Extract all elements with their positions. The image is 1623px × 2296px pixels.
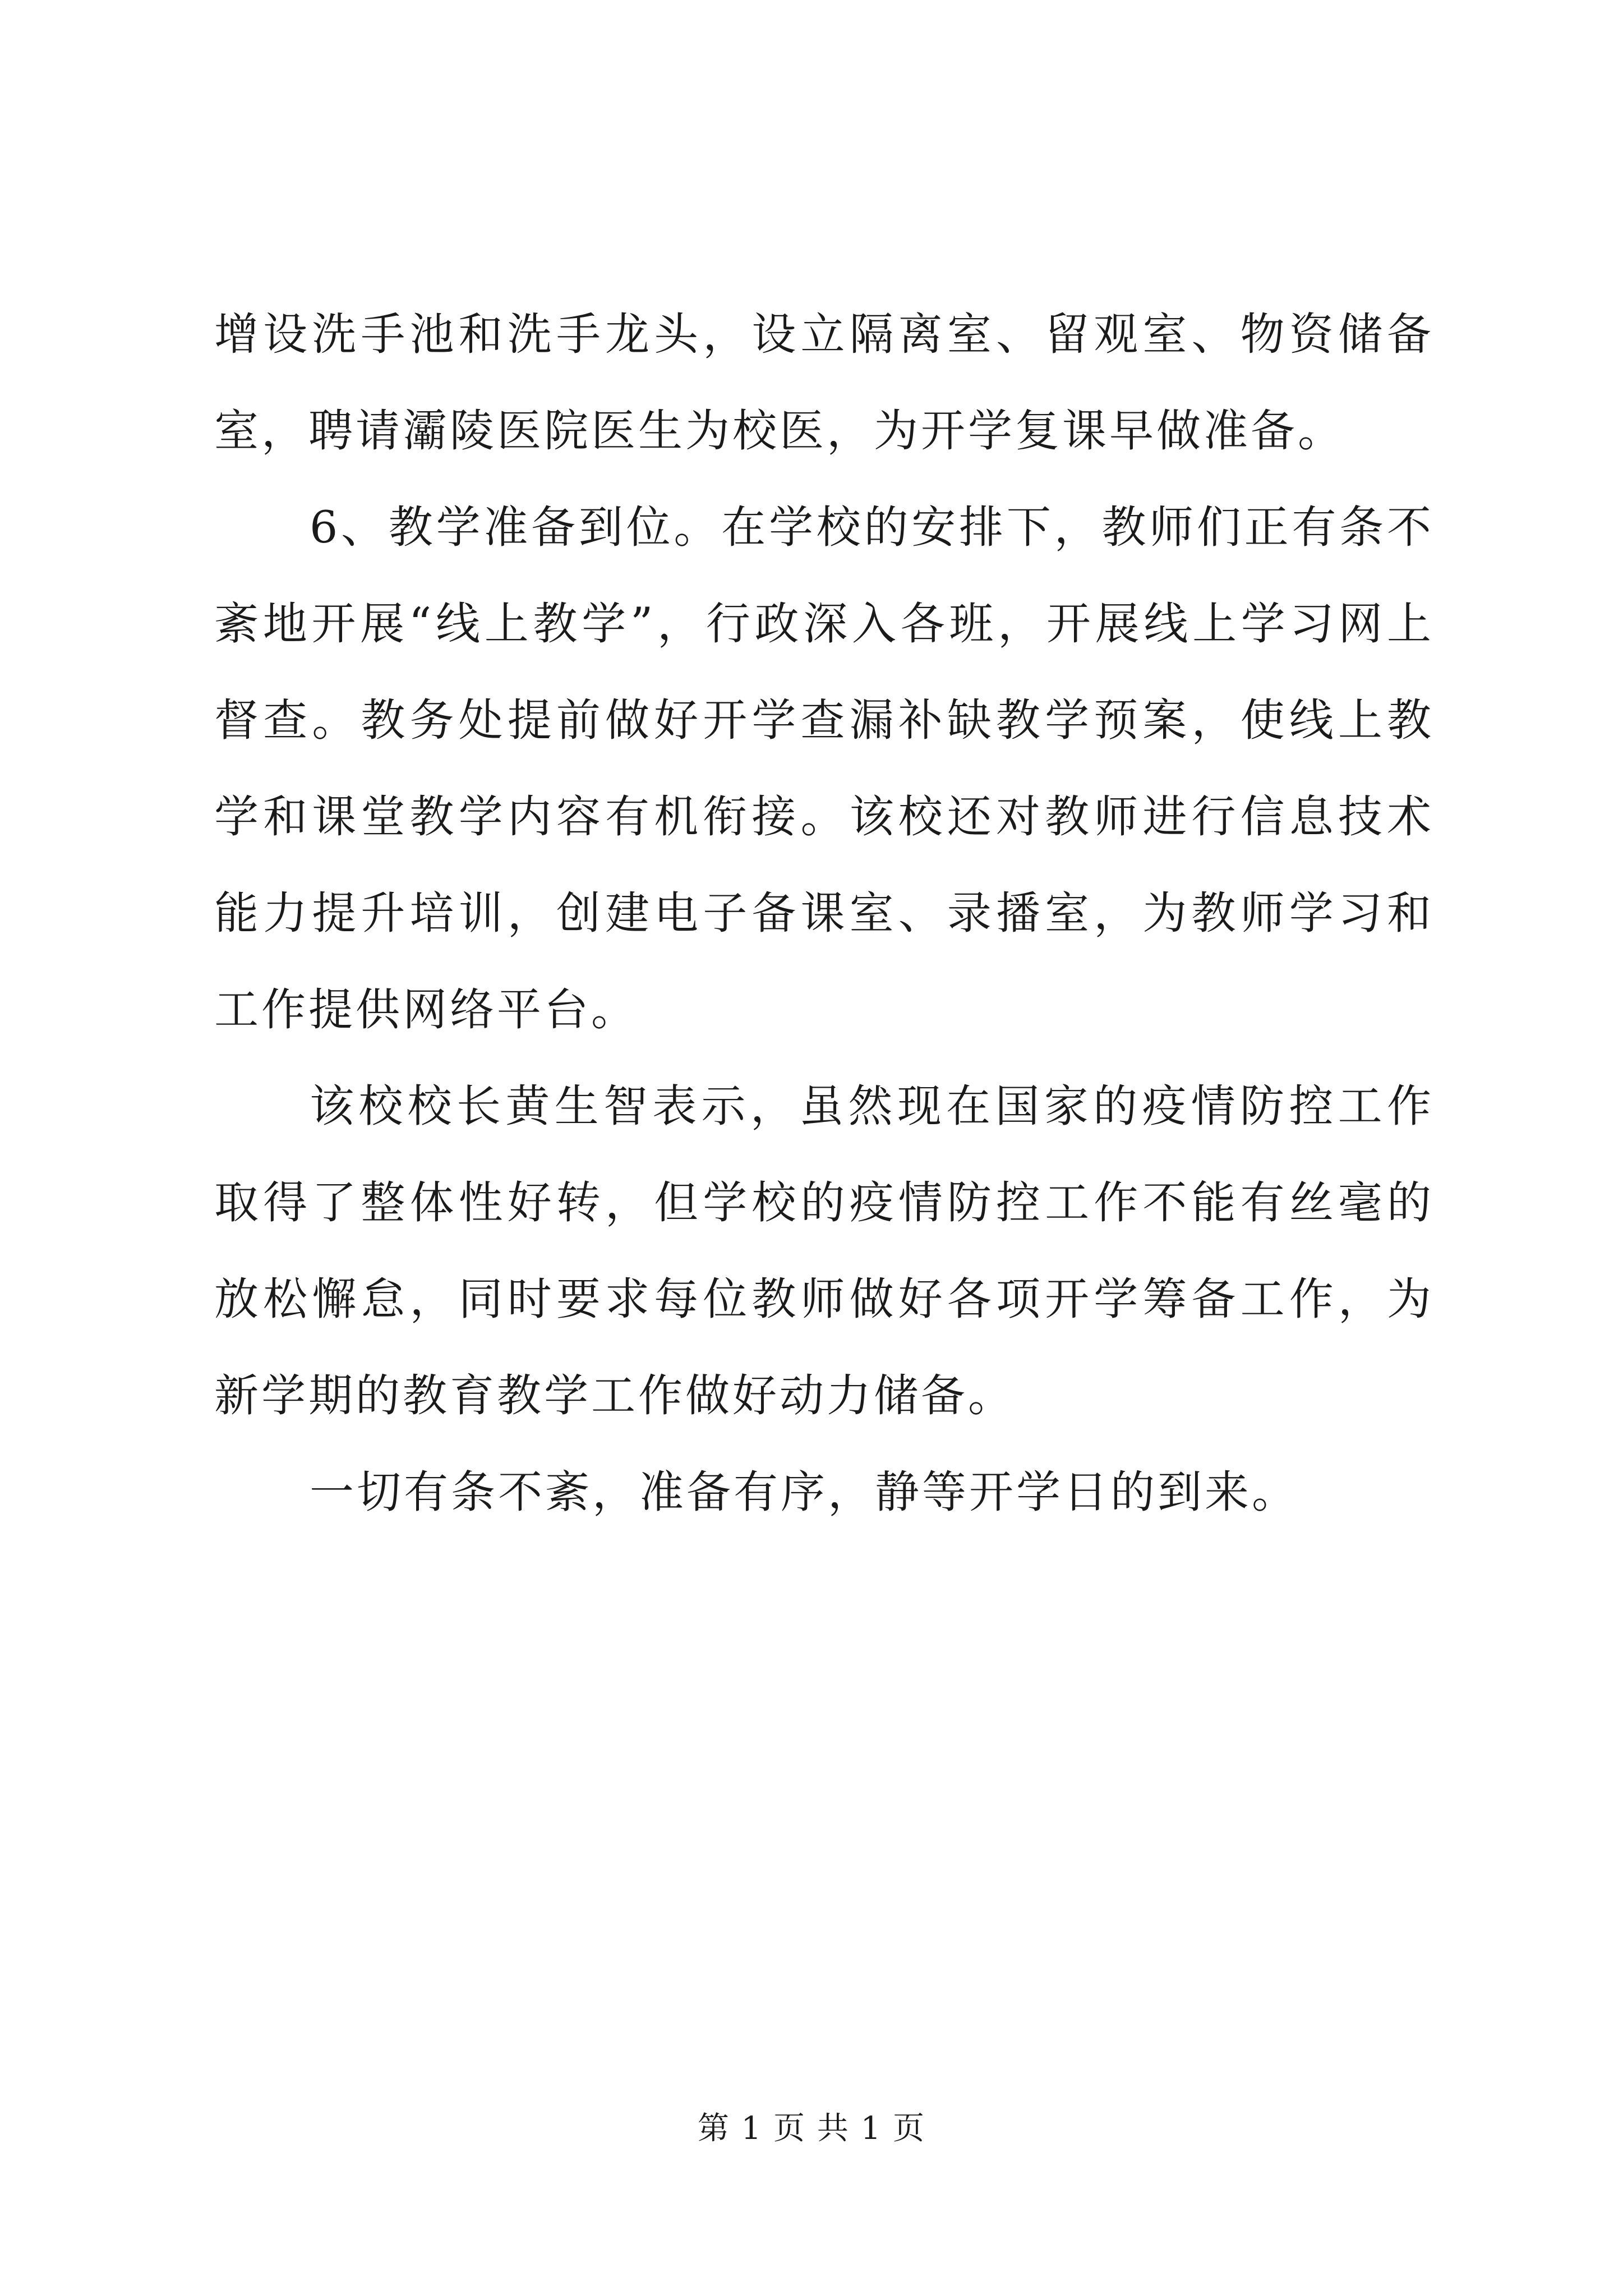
paragraph-principal-statement: 该校校长黄生智表示，虽然现在国家的疫情防控工作取得了整体性好转，但学校的疫情防控工作不能有丝毫的放松懈怠，同时要求每位教师做好各项开学筹备工作，为新学期的教育教学工作做好动力储备。: [214, 1080, 1434, 1421]
document-body: [214, 286, 1434, 1540]
paragraph-teaching-preparation: 6、教学准备到位。在学校的安排下，教师们正有条不紊地开展“线上教学”，行政深入各班，开展线上学习网上督查。教务处提前做好开学查漏补缺教学预案，使线上教学和课堂教学内容有机衔接。该校还对教师进行信息技术能力提升培训，创建电子备课室、录播室，为教师学习和工作提供网络平台。: [214, 501, 1434, 1036]
paragraph-continuation: 增设洗手池和洗手龙头，设立隔离室、留观室、物资储备室，聘请灞陵医院医生为校医，为开学复课早做准备。: [214, 309, 1434, 457]
paragraph-closing: 一切有条不紊，准备有序，静等开学日的到来。: [310, 1466, 1299, 1518]
page-number-footer: 第 1 页 共 1 页: [697, 2110, 926, 2147]
